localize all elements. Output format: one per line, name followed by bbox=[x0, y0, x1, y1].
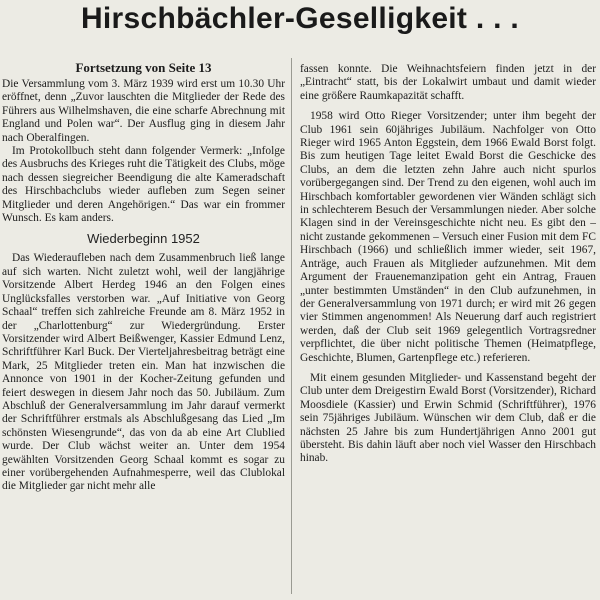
headline: Hirschbächler-Geselligkeit . . . bbox=[80, 2, 520, 35]
left-column bbox=[2, 58, 285, 494]
paragraph-6: Mit einem gesunden Mitglieder- und Kassenstand begeht der Club unter dem Dreigestirn Ewald Borst (Vorsitzender), Richard Moosdiele (Kassier) und Erwin Schmid (Schriftführer), 1976 sein 75jähriges Jubiläum. Wünschen wir dem Club, daß er die nächsten 25 Jahre bis zum Hundertjährigen Anno 2001 gut übersteht. Bis dahin läuft aber noch viel Wasser den Hirschbach hinab. bbox=[300, 371, 596, 465]
paragraph-5: 1958 wird Otto Rieger Vorsitzender; unter ihm begeht der Club 1961 sein 60jähriges Jubiläum. Nachfolger von Otto Rieger wird 1965 Anton Eggstein, dem 1966 Ewald Borst folgt. Bis zum heutigen Tage leitet Ewald Borst die Geschicke des Clubs, an dem die letzten zehn Jahre auch nicht spurlos vorübergegangen sind. Der Trend zu den eigenen, wohl auch im Hirschbach komfortabler gewordenen vier Wänden schlägt sich in schlechterem Besuch der Versammlungen nieder. Aber solche Klagen sind in der Vereinsgeschichte nicht neu. Es gibt den – nicht zustande gekommenen – Versuch einer Fusion mit dem FC Hirschbach (1966) und schließlich immer wieder, seit 1967, Anträge, auch Frauen als Mitglieder aufzunehmen. Mit dem Argument der Frauenemanzipation geht ein Antrag, Frauen „unter bestimmten Umständen“ in den Club aufzunehmen, in der Generalversammlung von 1971 durch; er wird mit 26 gegen vier Stimmen angenommen! Als Neuerung darf auch registriert werden, daß der Club seit 1969 gelegentlich Vortragsredner verpflichtet, die über nicht politische Themen (Heimatpflege, Geschichte, Blumen, Gartenpflege etc.) referieren. bbox=[300, 110, 596, 364]
section-heading-wiederbeginn: Wiederbeginn 1952 bbox=[87, 231, 200, 247]
continuation-subtitle: Fortsetzung von Seite 13 bbox=[75, 60, 212, 75]
right-column bbox=[300, 63, 596, 466]
column-divider bbox=[291, 58, 292, 594]
paragraph-1: Die Versammlung vom 3. März 1939 wird erst um 10.30 Uhr eröffnet, denn „Zuvor lauschten die Mitglieder der Rede des Führers aus Wilhelmshaven, die eine scharfe Abrechnung mit England und Polen war“. Der Ausflug ging in diesem Jahr nach Oberalfingen. bbox=[2, 78, 285, 144]
paragraph-4: fassen konnte. Die Weihnachtsfeiern finden jetzt in der „Eintracht“ statt, bis der Lokalwirt umbaut und damit wieder eine größere Raumkapazität schafft. bbox=[300, 63, 596, 102]
paragraph-3: Das Wiederaufleben nach dem Zusammenbruch ließ lange auf sich warten. Nicht zuletzt wohl, weil der langjährige Vorsitzende Albert Herdeg 1946 an den Folgen eines Unglücksfalles verstorben war. „Auf Initiative von Georg Schaal“ treffen sich zahlreiche Freunde am 8. März 1952 in der „Charlottenburg“ zur Wiedergründung. Erster Vorsitzender wird Albert Beißwenger, Kassier Edmund Lenz, Schriftführer Karl Buck. Der Vierteljahresbeitrag beträgt eine Mark, 25 Mitglieder treten ein. Man hat inzwischen die Annonce von 1901 in der Kocher-Zeitung gefunden und feiert deswegen in diesem Jahr noch das 50. Jubiläum. Zum Abschluß der Generalversammlung im Jahr darauf vermerkt der Schriftführer erstmals als Abschlußgesang das Lied „Im schönsten Wiesengrunde“, das von da ab eine Art Clublied wurde. Der Club wächst weiter an. Unter dem 1954 gewählten Vorsitzenden Georg Schaal kommt es sogar zu einer vorübergehenden Aufnahmesperre, weil das Clublokal die Mitglieder gar nicht mehr alle bbox=[2, 252, 285, 493]
paragraph-2: Im Protokollbuch steht dann folgender Vermerk: „Infolge des Ausbruchs des Krieges ruht die Tätigkeit des Clubs, möge nach dessen siegreicher Beendigung die alte Kameradschaft des Hirschbachclubs wieder aufleben zum Segen seiner Mitglieder und deren Angehörigen.“ Das war ein frommer Wunsch. Es kam anders. bbox=[2, 145, 285, 225]
